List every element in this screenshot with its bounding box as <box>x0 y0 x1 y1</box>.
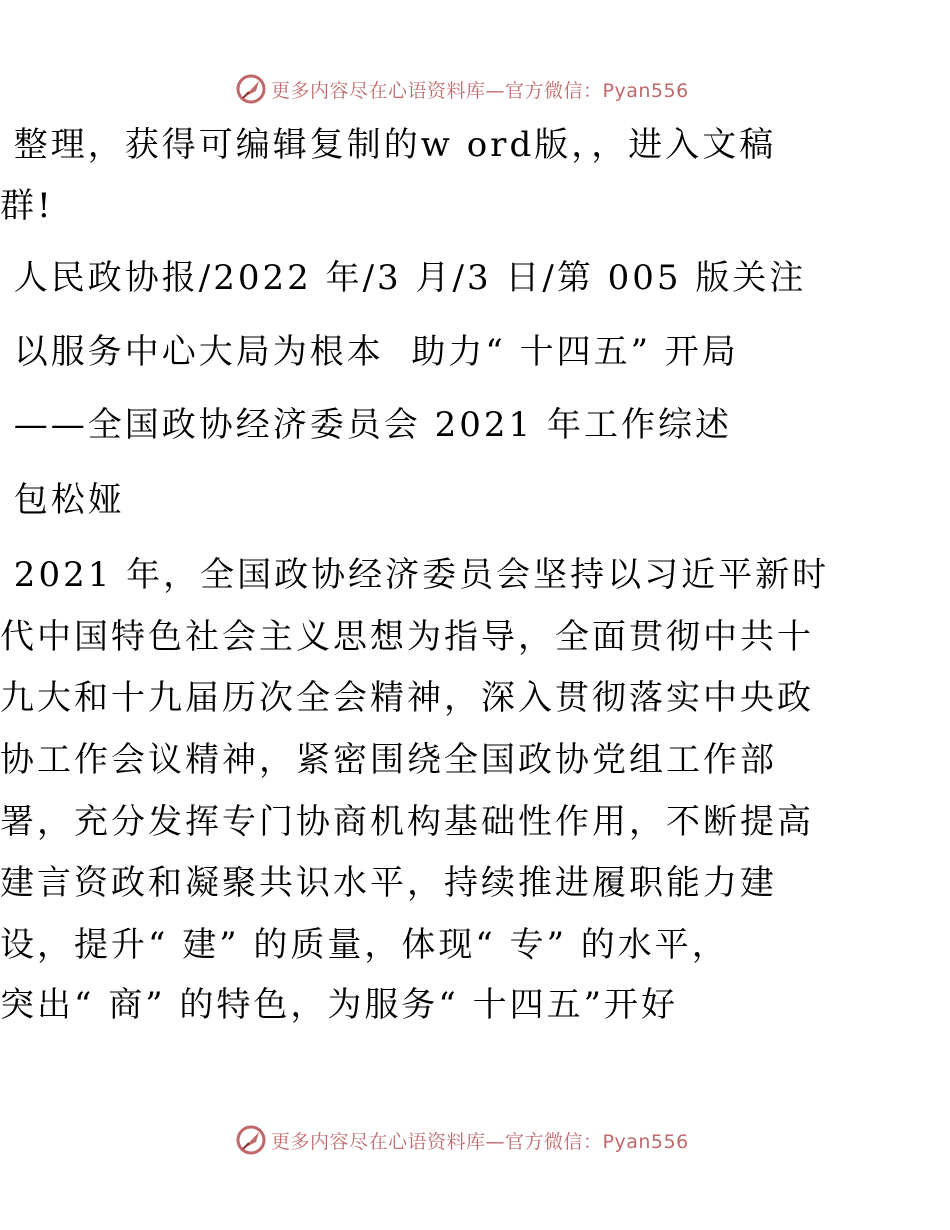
text-line: 突出“ 商” 的特色，为服务“ 十四五”开好 <box>0 985 678 1025</box>
footer-watermark-banner <box>235 1123 689 1157</box>
text-line: 人民政协报/2022 年/3 月/3 日/第 005 版关注 <box>0 258 807 298</box>
text-line: 建言资政和凝聚共识水平，持续推进履职能力建 <box>0 863 777 903</box>
watermark-text: 更多内容尽在心语资料库—官方微信：Pyan556 <box>271 1130 689 1153</box>
text-line: 群! <box>0 186 54 226</box>
watermark-text: 更多内容尽在心语资料库—官方微信：Pyan556 <box>271 79 689 102</box>
text-line: 九大和十九届历次全会精神，深入贯彻落实中央政 <box>0 678 814 718</box>
text-line: 整理，获得可编辑复制的w ord版，，进入文稿 <box>0 125 777 165</box>
text-line: 包松娅 <box>0 480 125 520</box>
text-line: 代中国特色社会主义思想为指导，全面贯彻中共十 <box>0 617 814 657</box>
text-line: 协工作会议精神，紧密围绕全国政协党组工作部 <box>0 740 777 780</box>
text-line: ——全国政协经济委员会 2021 年工作综述 <box>0 405 732 445</box>
text-line: 以服务中心大局为根本 助力“ 十四五” 开局 <box>0 332 739 372</box>
text-line: 设，提升“ 建” 的质量，体现“ 专” 的水平， <box>0 925 729 965</box>
header-watermark-banner <box>235 72 689 106</box>
text-line: 署，充分发挥专门协商机构基础性作用，不断提高 <box>0 802 814 842</box>
quill-logo-icon <box>235 73 267 105</box>
text-line: 2021 年，全国政协经济委员会坚持以习近平新时 <box>0 555 830 595</box>
quill-logo-icon <box>235 1124 267 1156</box>
